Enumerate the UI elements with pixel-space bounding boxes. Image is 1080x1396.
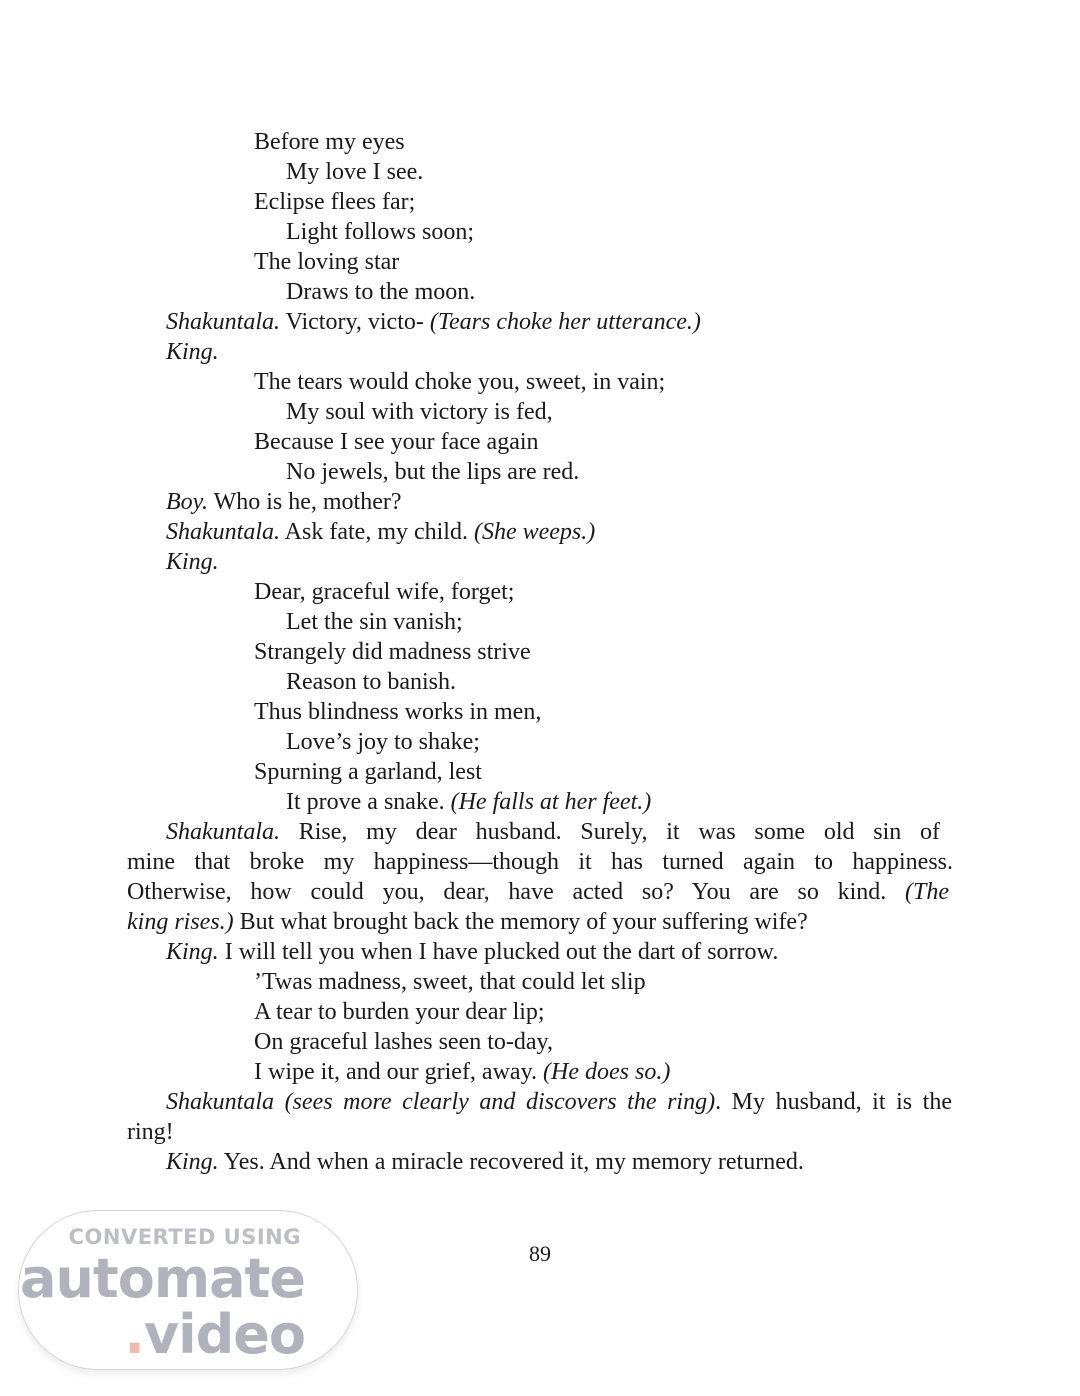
verse-text: I wipe it, and our grief, away. [254,1059,544,1085]
verse-text: Before my eyes [254,129,405,155]
verse-line [286,457,579,487]
prose-line [127,1117,174,1147]
prose-text: But what brought back the memory of your suffering wife? [233,909,808,935]
prose-line [166,1087,952,1117]
verse-line [286,397,553,427]
verse-line [286,667,456,697]
verse-line [254,757,482,787]
verse-text: ’Twas madness, sweet, that could let slip [254,969,646,995]
verse-line [286,217,474,247]
speaker-name: Shakuntala (sees more clearly and discovers the ring) [166,1089,716,1115]
speaker-name: King. [166,939,219,965]
verse-line [254,577,514,607]
dialogue-line [166,547,219,577]
verse-text: No jewels, but the lips are red. [286,459,580,485]
stage-direction: king rises.) [127,909,234,935]
verse-line [254,127,405,157]
dialogue-line [166,517,595,547]
dialogue-line [166,1147,804,1177]
verse-text: My soul with victory is fed, [286,399,553,425]
verse-line [254,187,415,217]
verse-text: Thus blindness works in men, [254,699,542,725]
speaker-name: King. [166,1149,219,1175]
verse-text: Dear, graceful wife, forget; [254,579,515,605]
prose-text: Rise, my dear husband. Surely, it was some old sin of [280,819,940,845]
verse-line [254,1027,553,1057]
watermark-dot: . [124,1303,144,1366]
dialogue-text: Ask fate, my child. [280,519,474,545]
dialogue-line [166,307,701,337]
prose-text: Otherwise, how could you, dear, have acted so? You are so kind. [127,879,905,905]
stage-direction: (He falls at her feet.) [450,789,652,815]
dialogue-text: Who is he, mother? [208,489,402,515]
verse-line [254,997,545,1027]
dialogue-text: Yes. And when a miracle recovered it, my memory returned. [218,1149,804,1175]
verse-text: A tear to burden your dear lip; [254,999,545,1025]
prose-line [166,817,940,847]
verse-line [286,157,423,187]
speaker-name: Shakuntala. [166,309,280,335]
dialogue-text: I will tell you when I have plucked out the dart of sorrow. [218,939,779,965]
watermark-logo [18,1210,358,1370]
verse-line [254,967,646,997]
verse-line [286,727,480,757]
verse-text: Strangely did madness strive [254,639,531,665]
verse-line [254,697,541,727]
verse-text: Because I see your face again [254,429,539,455]
verse-text: Love’s joy to shake; [286,729,480,755]
dialogue-line [166,937,778,967]
verse-line [254,1057,670,1087]
verse-text: Spurning a garland, lest [254,759,482,785]
verse-text: Light follows soon; [286,219,475,245]
speaker-name: Shakuntala. [166,819,280,845]
prose-text: . My husband, it is the [715,1089,953,1115]
dialogue-line [166,337,219,367]
speaker-name: King. [166,339,219,365]
prose-text: mine that broke my happiness—though it has turned again to happiness. [127,849,953,875]
verse-text: On graceful lashes seen to-day, [254,1029,553,1055]
verse-line [286,607,463,637]
speaker-name: Shakuntala. [166,519,280,545]
watermark-caption: CONVERTED USING [68,1225,301,1249]
watermark-domain-text: video [143,1303,305,1366]
page-number: 89 [529,1241,551,1266]
verse-line [254,367,665,397]
speaker-name: King. [166,549,219,575]
verse-text: The loving star [254,249,400,275]
prose-line [127,907,808,937]
dialogue-line [166,487,402,517]
stage-direction: (He does so.) [543,1059,671,1085]
stage-direction: (The [905,879,949,905]
verse-line [254,637,531,667]
verse-line [254,247,399,277]
watermark-brand: automate [20,1247,305,1310]
verse-text: My love I see. [286,159,424,185]
verse-line [286,787,651,817]
verse-text: Eclipse flees far; [254,189,416,215]
verse-line [286,277,475,307]
prose-line [127,847,953,877]
verse-text: Reason to banish. [286,669,456,695]
verse-line [254,427,539,457]
verse-text: Let the sin vanish; [286,609,463,635]
verse-text: It prove a snake. [286,789,451,815]
stage-direction: (She weeps.) [473,519,596,545]
verse-text: The tears would choke you, sweet, in vain; [254,369,666,395]
prose-text: ring! [127,1119,174,1145]
watermark-domain [124,1303,305,1366]
dialogue-text: Victory, victo- [280,309,430,335]
prose-line [127,877,949,907]
stage-direction: (Tears choke her utterance.) [429,309,701,335]
speaker-name: Boy. [166,489,208,515]
verse-text: Draws to the moon. [286,279,476,305]
